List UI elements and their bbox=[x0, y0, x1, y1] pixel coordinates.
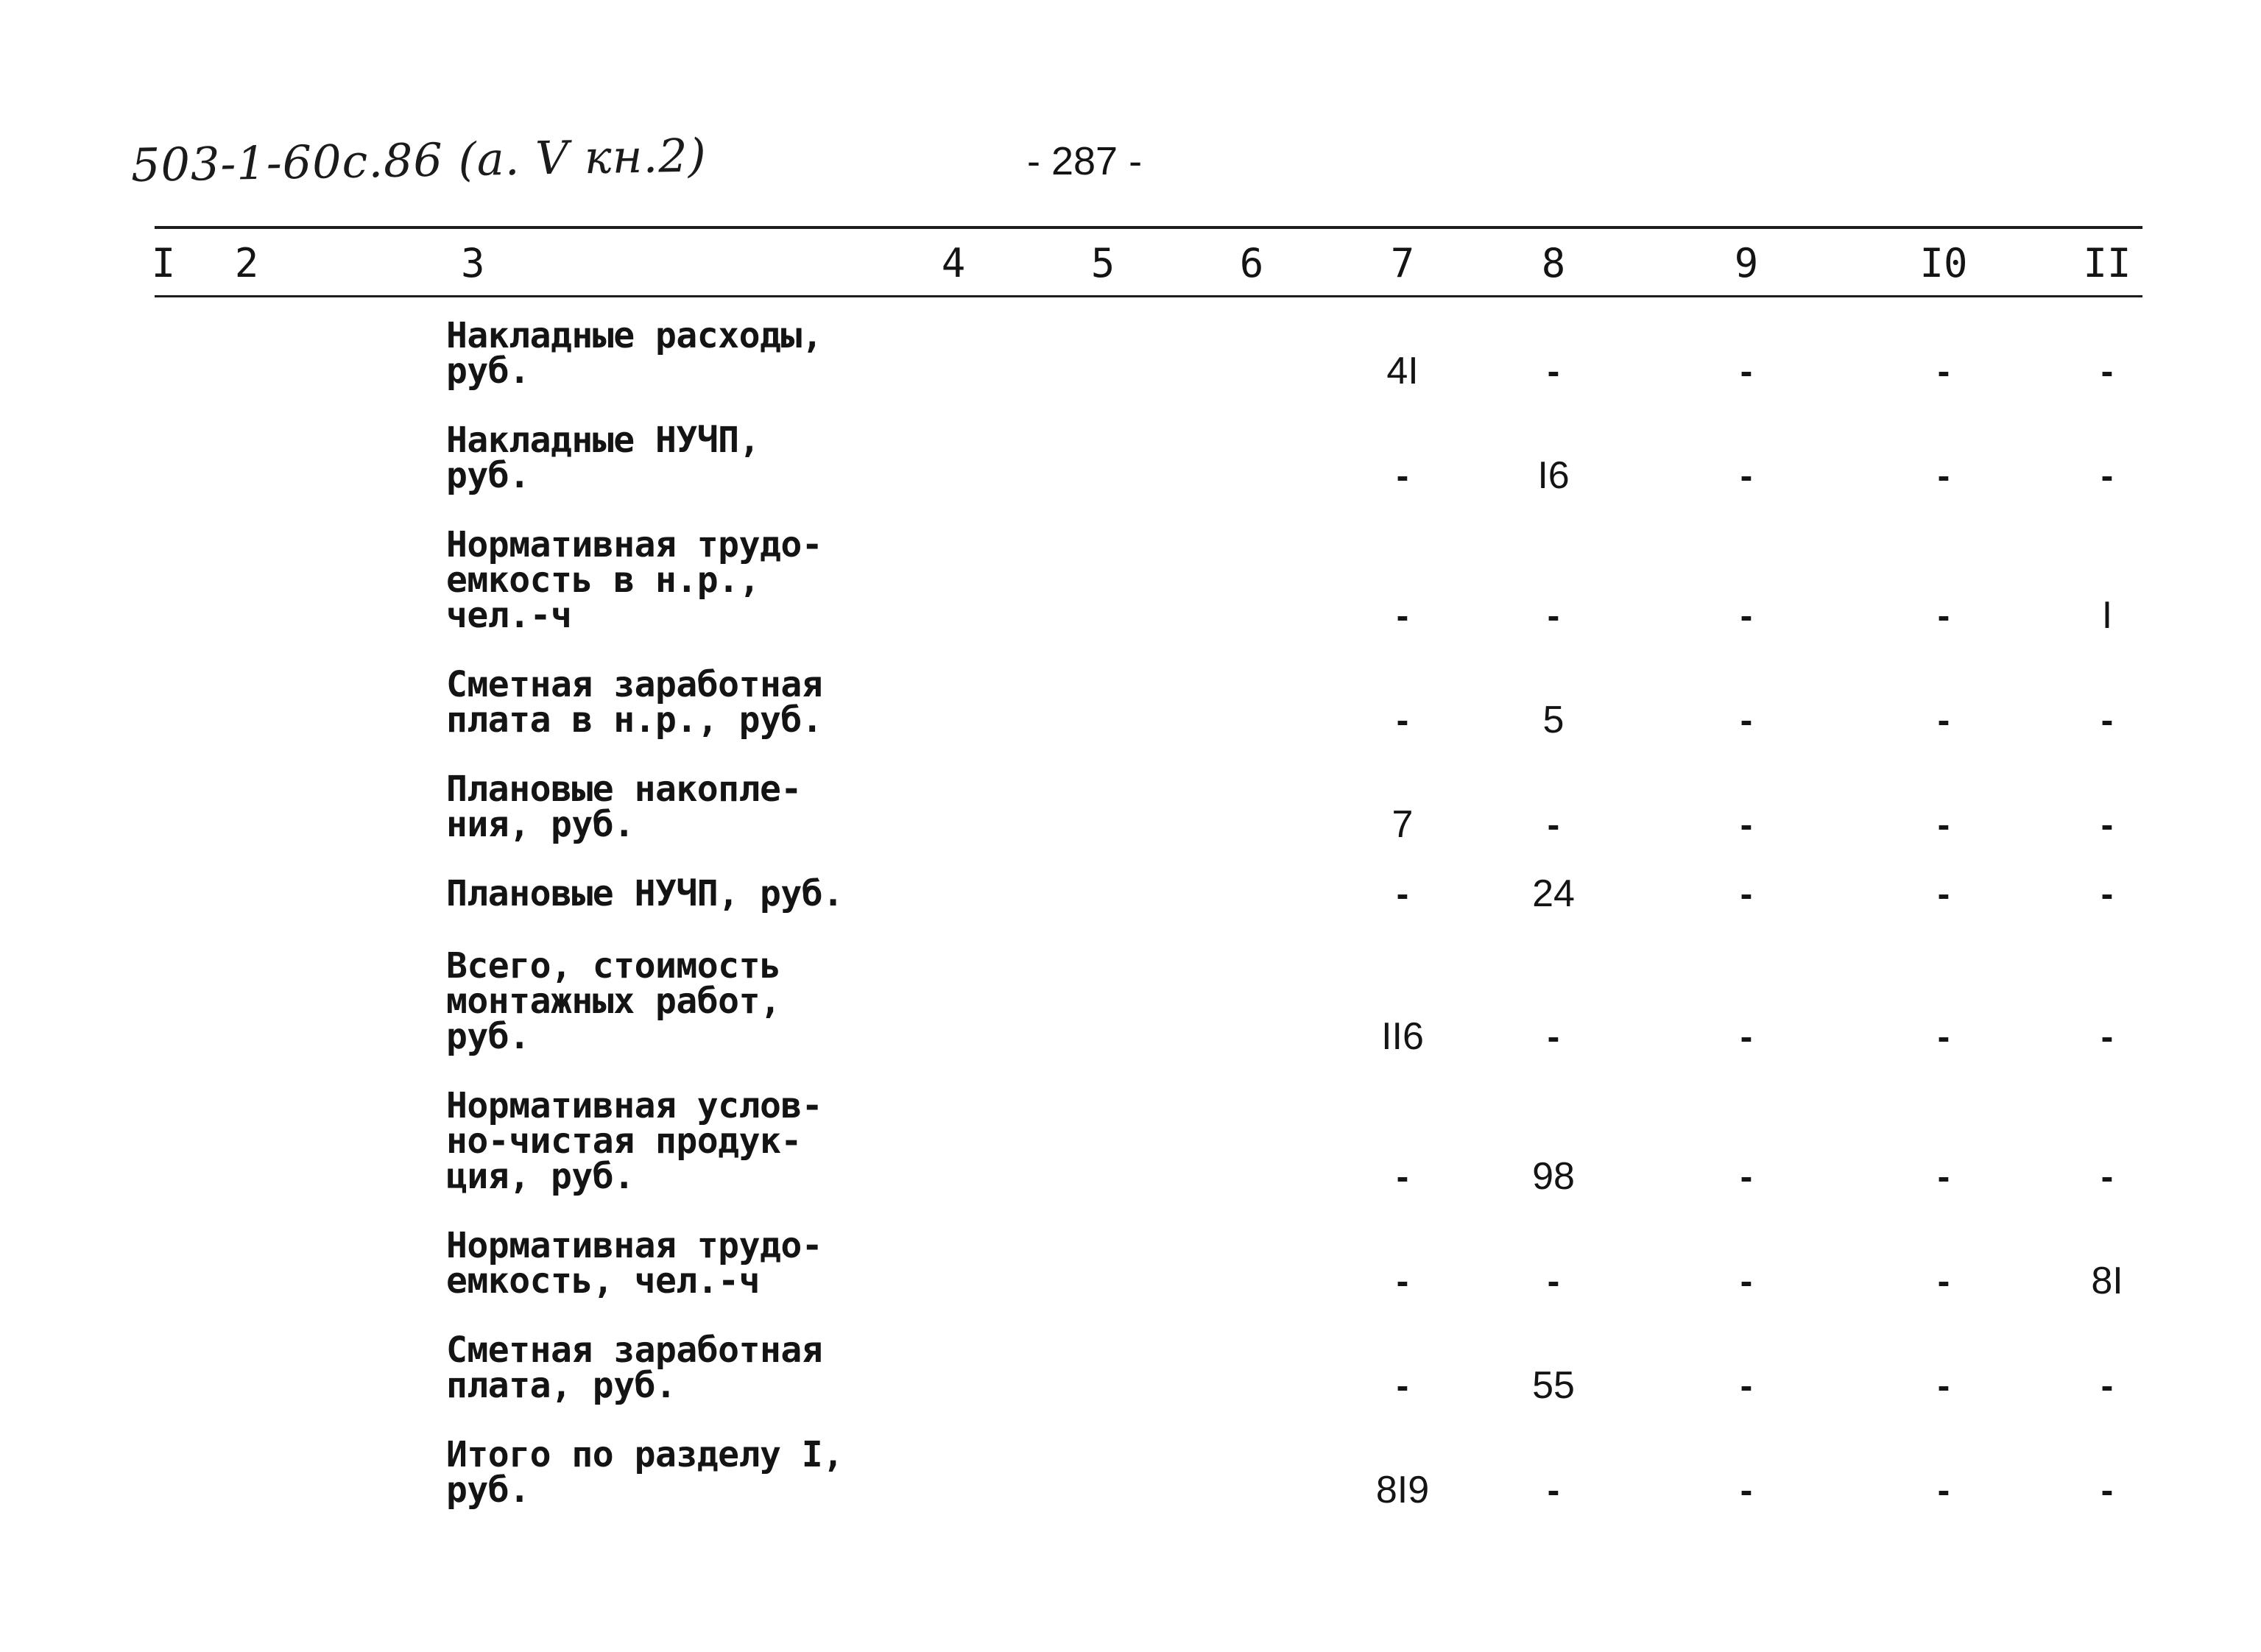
table-header-rule bbox=[155, 295, 2142, 297]
row-label: Нормативная трудо- емкость в н.р., чел.-ч bbox=[446, 524, 823, 636]
column-number-3: 3 bbox=[461, 240, 485, 286]
cell-c11: - bbox=[2100, 1016, 2114, 1057]
cell-c8: 5 bbox=[1542, 699, 1565, 741]
row-label: Нормативная трудо- емкость, чел.-ч bbox=[446, 1225, 823, 1302]
cell-c9: - bbox=[1740, 350, 1753, 392]
cell-c10: - bbox=[1937, 1469, 1950, 1511]
cell-c7: - bbox=[1396, 455, 1409, 496]
column-number-9: 9 bbox=[1734, 240, 1759, 286]
cell-c11: - bbox=[2100, 699, 2114, 741]
row-label: Итого по разделу I, руб. bbox=[446, 1434, 844, 1511]
column-number-11: II bbox=[2083, 240, 2131, 286]
cell-c8: - bbox=[1547, 1469, 1560, 1511]
row-label: Плановые НУЧП, руб. bbox=[446, 873, 844, 914]
row-label: Накладные расходы, руб. bbox=[446, 315, 823, 392]
cell-c7: - bbox=[1396, 1365, 1409, 1406]
cell-c7: - bbox=[1396, 1260, 1409, 1302]
cell-c7: II6 bbox=[1381, 1015, 1424, 1058]
cell-c9: - bbox=[1740, 804, 1753, 845]
cell-c11: - bbox=[2100, 350, 2114, 392]
cell-c10: - bbox=[1937, 1016, 1950, 1057]
document-code-handwritten: 503-1-60с.86 (а. V кн.2) bbox=[130, 128, 708, 192]
cell-c9: - bbox=[1740, 1260, 1753, 1302]
cell-c10: - bbox=[1937, 1156, 1950, 1197]
column-number-6: 6 bbox=[1239, 240, 1264, 286]
cell-c9: - bbox=[1740, 455, 1753, 496]
page-number: - 287 - bbox=[1027, 139, 1143, 183]
cell-c8: I6 bbox=[1537, 454, 1570, 497]
cell-c7: - bbox=[1396, 699, 1409, 741]
cell-c10: - bbox=[1937, 350, 1950, 392]
cell-c8: - bbox=[1547, 1260, 1560, 1302]
column-number-7: 7 bbox=[1390, 240, 1415, 286]
table-top-rule bbox=[155, 226, 2142, 229]
cell-c10: - bbox=[1937, 595, 1950, 636]
cell-c11: 8I bbox=[2091, 1260, 2123, 1302]
cell-c8: 55 bbox=[1532, 1364, 1575, 1407]
cell-c7: - bbox=[1396, 873, 1409, 914]
column-number-1: I bbox=[151, 240, 176, 286]
cell-c8: - bbox=[1547, 595, 1560, 636]
cell-c7: - bbox=[1396, 1156, 1409, 1197]
cell-c8: - bbox=[1547, 804, 1560, 845]
cell-c9: - bbox=[1740, 1365, 1753, 1406]
column-number-2: 2 bbox=[234, 240, 259, 286]
cell-c10: - bbox=[1937, 804, 1950, 845]
column-number-10: I0 bbox=[1919, 240, 1968, 286]
cell-c9: - bbox=[1740, 1156, 1753, 1197]
cell-c11: - bbox=[2100, 1156, 2114, 1197]
cell-c11: - bbox=[2100, 804, 2114, 845]
cell-c8: - bbox=[1547, 350, 1560, 392]
cell-c11: - bbox=[2100, 455, 2114, 496]
row-label: Всего, стоимость монтажных работ, руб. bbox=[446, 945, 781, 1057]
cell-c9: - bbox=[1740, 873, 1753, 914]
cell-c8: 24 bbox=[1532, 872, 1575, 915]
cell-c11: - bbox=[2100, 873, 2114, 914]
cell-c9: - bbox=[1740, 1016, 1753, 1057]
cell-c9: - bbox=[1740, 595, 1753, 636]
cell-c9: - bbox=[1740, 1469, 1753, 1511]
column-number-8: 8 bbox=[1541, 240, 1566, 286]
column-number-4: 4 bbox=[941, 240, 966, 286]
cell-c11: - bbox=[2100, 1365, 2114, 1406]
row-label: Плановые накопле- ния, руб. bbox=[446, 769, 802, 845]
cell-c7: 8I9 bbox=[1375, 1469, 1430, 1511]
cell-c8: - bbox=[1547, 1016, 1560, 1057]
cell-c10: - bbox=[1937, 1260, 1950, 1302]
row-label: Накладные НУЧП, руб. bbox=[446, 420, 760, 496]
cell-c10: - bbox=[1937, 699, 1950, 741]
cell-c10: - bbox=[1937, 873, 1950, 914]
cell-c11: - bbox=[2100, 1469, 2114, 1511]
cell-c7: 7 bbox=[1391, 803, 1414, 846]
cell-c10: - bbox=[1937, 1365, 1950, 1406]
row-label: Сметная заработная плата, руб. bbox=[446, 1330, 823, 1406]
cell-c10: - bbox=[1937, 455, 1950, 496]
cell-c8: 98 bbox=[1532, 1155, 1575, 1198]
cell-c7: - bbox=[1396, 595, 1409, 636]
row-label: Сметная заработная плата в н.р., руб. bbox=[446, 664, 823, 741]
cell-c11: I bbox=[2101, 594, 2113, 637]
column-number-5: 5 bbox=[1090, 240, 1115, 286]
cell-c9: - bbox=[1740, 699, 1753, 741]
cell-c7: 4I bbox=[1386, 350, 1419, 392]
row-label: Нормативная услов- но-чистая продук- ция, руб. bbox=[446, 1085, 823, 1197]
